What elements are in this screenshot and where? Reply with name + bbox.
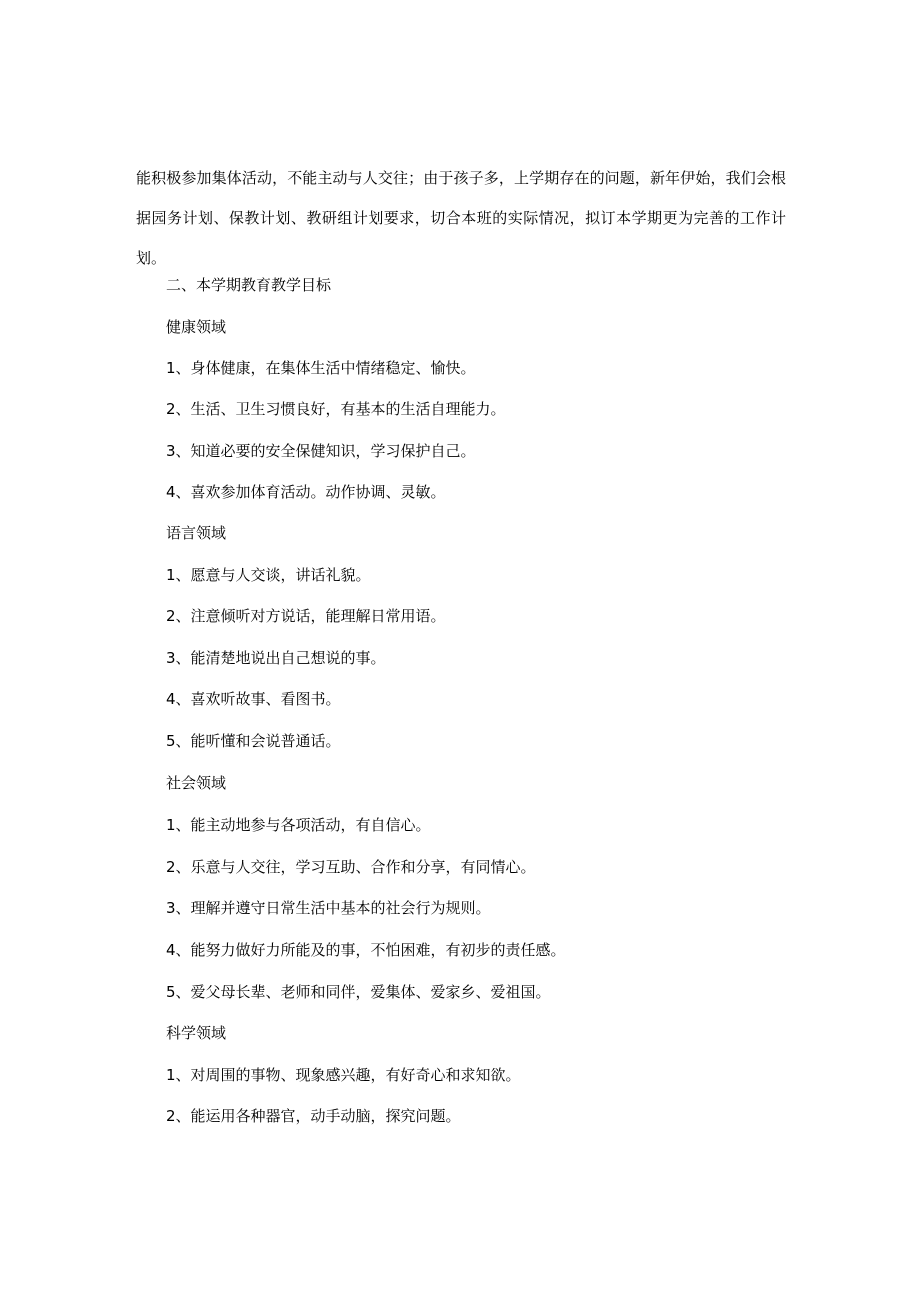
intro-paragraph: 能积极参加集体活动，不能主动与人交往；由于孩子多，上学期存在的问题，新年伊始，我们会根据园务计划、保教计划、教研组计划要求，切合本班的实际情况，拟订本学期更为完善的工作计划。 — [136, 169, 786, 267]
science-item: 2、能运用各种器官，动手动脑，探究问题。 — [166, 1107, 461, 1125]
social-domain-title: 社会领域 — [166, 774, 227, 792]
language-item: 5、能听懂和会说普通话。 — [166, 732, 341, 750]
science-item: 1、对周围的事物、现象感兴趣，有好奇心和求知欲。 — [166, 1066, 521, 1084]
health-item: 3、知道必要的安全保健知识，学习保护自己。 — [166, 442, 476, 460]
social-item: 3、理解并遵守日常生活中基本的社会行为规则。 — [166, 899, 491, 917]
health-domain-title: 健康领域 — [166, 318, 227, 336]
language-item: 2、注意倾听对方说话，能理解日常用语。 — [166, 607, 446, 625]
language-domain-title: 语言领域 — [166, 524, 227, 542]
language-item: 1、愿意与人交谈，讲话礼貌。 — [166, 566, 371, 584]
health-item: 1、身体健康，在集体生活中情绪稳定、愉快。 — [166, 359, 476, 377]
social-item: 4、能努力做好力所能及的事，不怕困难，有初步的责任感。 — [166, 941, 566, 959]
health-item: 4、喜欢参加体育活动。动作协调、灵敏。 — [166, 483, 446, 501]
social-item: 5、爱父母长辈、老师和同伴，爱集体、爱家乡、爱祖国。 — [166, 983, 551, 1001]
social-item: 2、乐意与人交往，学习互助、合作和分享，有同情心。 — [166, 858, 536, 876]
social-item: 1、能主动地参与各项活动，有自信心。 — [166, 816, 431, 834]
language-item: 3、能清楚地说出自己想说的事。 — [166, 649, 386, 667]
section-heading: 二、本学期教育教学目标 — [166, 276, 332, 294]
science-domain-title: 科学领域 — [166, 1024, 227, 1042]
language-item: 4、喜欢听故事、看图书。 — [166, 690, 341, 708]
health-item: 2、生活、卫生习惯良好，有基本的生活自理能力。 — [166, 400, 506, 418]
